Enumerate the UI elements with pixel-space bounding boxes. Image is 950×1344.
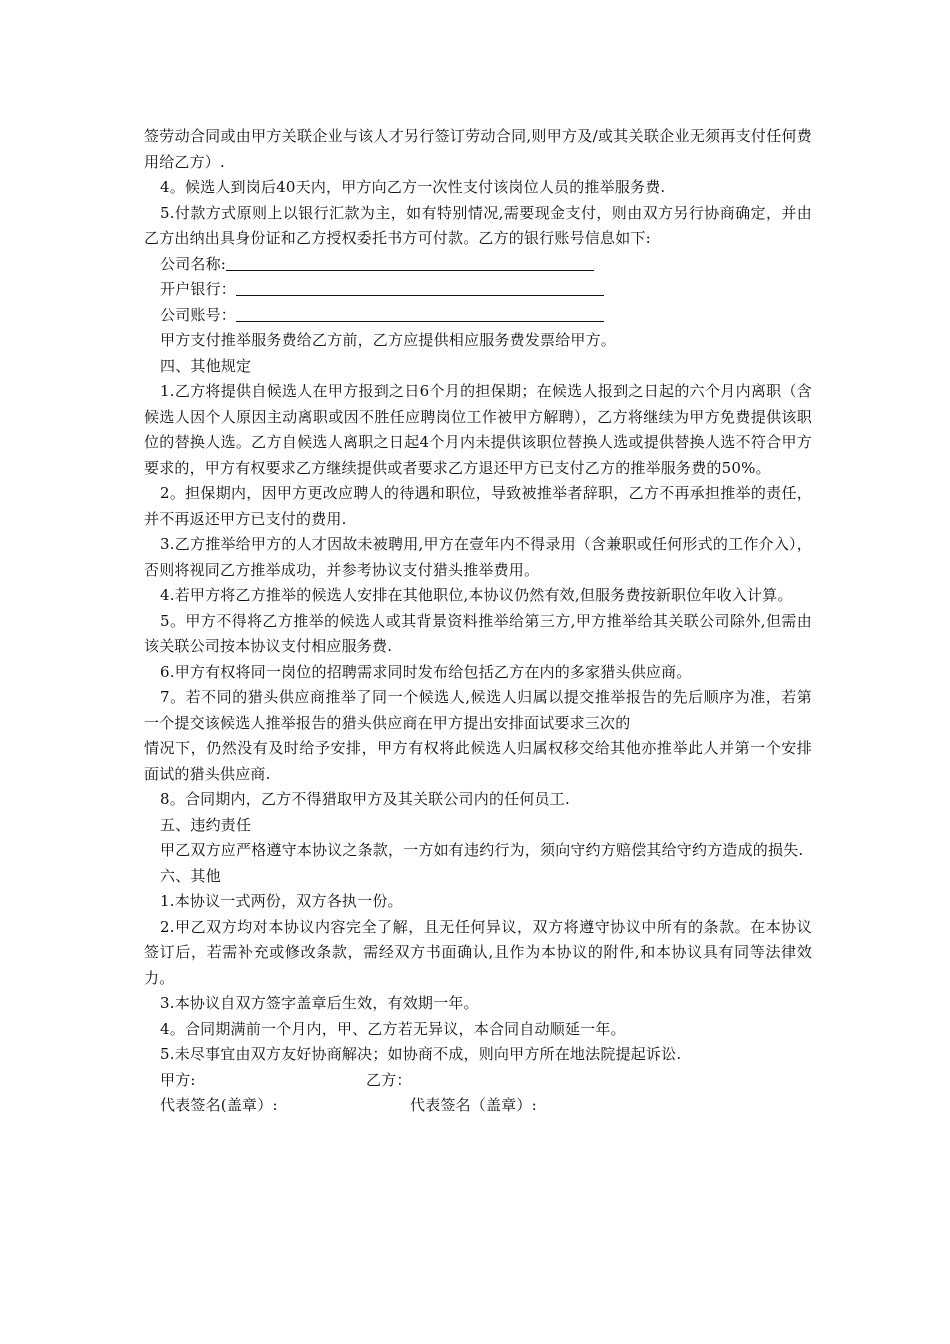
section6-item-1: 1.本协议一式两份，双方各执一份。 [160, 892, 403, 910]
section4-item-1: 1.乙方将提供自候选人在甲方报到之日6个月的担保期；在候选人报到之日起的六个月内离职（含候选人因个人原因主动离职或因不胜任应聘岗位工作被甲方解聘），乙方将继续为甲方免费提供该职位的替换人选。乙方自候选人离职之日起4个月内未提供该职位替换人选或提供替换人选不符合甲方要求的，甲方有权要求乙方继续提供或者要求乙方退还甲方已支付乙方的推举服务费的50%。 [144, 382, 812, 477]
section4-item-2: 2。担保期内，因甲方更改应聘人的待遇和职位，导致被推举者辞职，乙方不再承担推举的责任，并不再返还甲方已支付的费用. [144, 484, 812, 528]
party-a-label: 甲方: [160, 1070, 196, 1089]
section4-item-7-continued: 情况下，仍然没有及时给予安排，甲方有权将此候选人归属权移交给其他亦推举此人并第一个安排面试的猎头供应商. [144, 739, 812, 783]
section4-item-8: 8。合同期内，乙方不得猎取甲方及其关联公司内的任何员工. [160, 790, 570, 808]
section-heading-other-rules: 四、其他规定 [160, 356, 252, 375]
party-b-representative-label: 代表签名（盖章）: [410, 1096, 537, 1114]
clause-payment-method: 5.付款方式原则上以银行汇款为主，如有特别情况,需要现金支付，则由双方另行协商确定，并由乙方出纳出具身份证和乙方授权委托书方可付款。乙方的银行账号信息如下: [144, 203, 812, 247]
section4-item-5: 5。甲方不得将乙方推举的候选人或其背景资料推举给第三方,甲方推举给其关联公司除外,但需由该关联公司按本协议支付相应服务费. [144, 611, 812, 655]
clause-invoice: 甲方支付推举服务费给乙方前，乙方应提供相应服务费发票给甲方。 [160, 331, 617, 349]
field-bank [144, 277, 812, 303]
signature-parties-row [144, 1068, 812, 1094]
section4-item-4: 4.若甲方将乙方推举的候选人安排在其他职位,本协议仍然有效,但服务费按新职位年收入计算。 [160, 586, 793, 604]
section4-item-7: 7。若不同的猎头供应商推举了同一个候选人,候选人归属以提交推举报告的先后顺序为准，若第一个提交该候选人推举报告的猎头供应商在甲方提出安排面试要求三次的 [144, 688, 812, 732]
field-company-name-label: 公司名称: [160, 254, 227, 273]
section-heading-misc: 六、其他 [160, 866, 221, 885]
party-b-label: 乙方： [366, 1070, 412, 1089]
field-account-blank [236, 306, 604, 322]
section6-item-5: 5.未尽事宜由双方友好协商解决；如协商不成，则向甲方所在地法院提起诉讼. [160, 1045, 682, 1063]
section4-item-3: 3.乙方推举给甲方的人才因故未被聘用,甲方在壹年内不得录用（含兼职或任何形式的工作介入），否则将视同乙方推举成功，并参考协议支付猎头推举费用。 [144, 535, 812, 579]
section6-item-3: 3.本协议自双方签字盖章后生效，有效期一年。 [160, 994, 479, 1012]
paragraph-continuation: 签劳动合同或由甲方关联企业与该人才另行签订劳动合同,则甲方及/或其关联企业无须再支付任何费用给乙方）. [144, 127, 812, 171]
document-body [144, 124, 812, 1119]
field-bank-blank [236, 280, 604, 296]
field-bank-label: 开户银行： [160, 280, 237, 298]
clause-payment-timing: 4。候选人到岗后40天内，甲方向乙方一次性支付该岗位人员的推举服务费. [160, 178, 666, 196]
section5-text: 甲乙双方应严格遵守本协议之条款，一方如有违约行为，须向守约方赔偿其给守约方造成的损失. [160, 841, 804, 859]
field-account [144, 303, 812, 329]
section6-item-2: 2.甲乙双方均对本协议内容完全了解，且无任何异议，双方将遵守协议中所有的条款。在本协议签订后，若需补充或修改条款，需经双方书面确认,且作为本协议的附件,和本协议具有同等法律效力。 [144, 917, 812, 987]
field-company-name [144, 252, 812, 278]
party-a-representative-label: 代表签名(盖章）: [160, 1096, 278, 1114]
section6-item-4: 4。合同期满前一个月内，甲、乙方若无异议，本合同自动顺延一年。 [160, 1019, 626, 1038]
field-company-name-blank [226, 255, 594, 271]
field-account-label: 公司账号： [160, 305, 237, 324]
section4-item-6: 6.甲方有权将同一岗位的招聘需求同时发布给包括乙方在内的多家猎头供应商。 [160, 662, 692, 681]
section-heading-liability: 五、违约责任 [160, 815, 252, 834]
signature-representatives-row [144, 1093, 812, 1119]
